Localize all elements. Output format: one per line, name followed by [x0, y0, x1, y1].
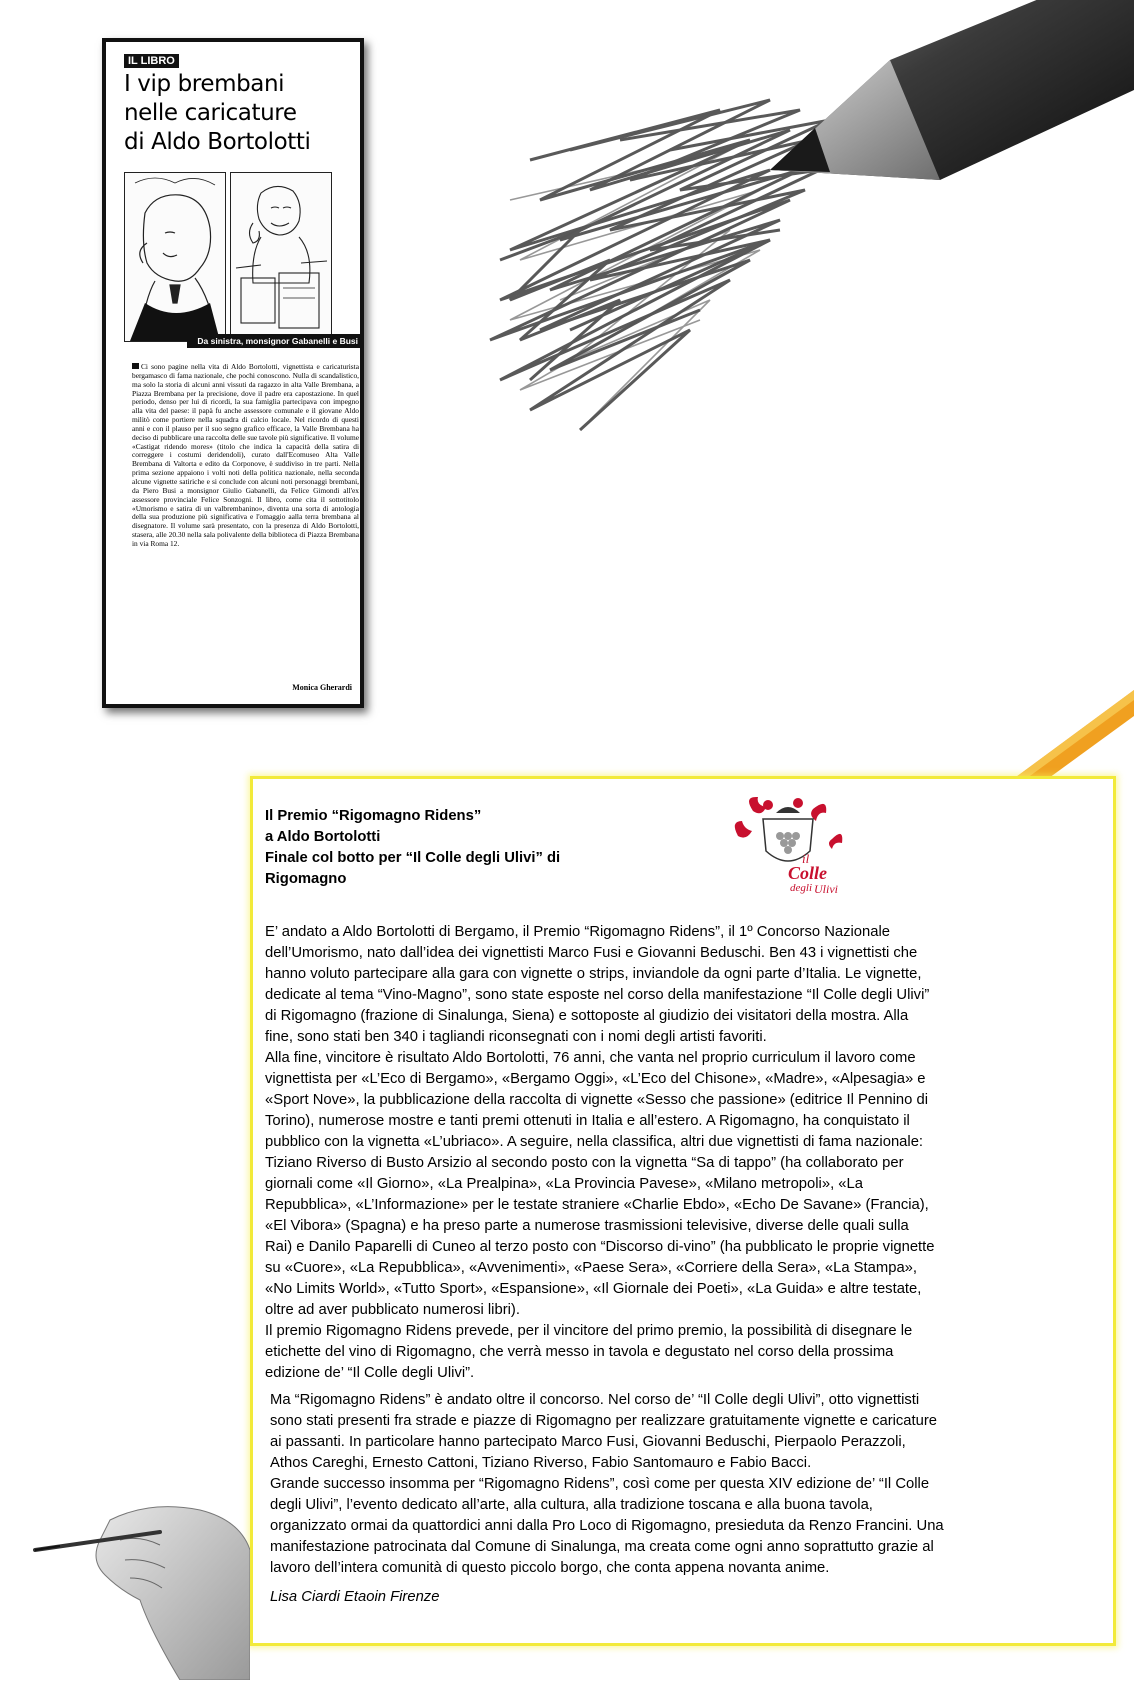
- article-title-line: Il Premio “Rigomagno Ridens”: [265, 808, 482, 824]
- article-title-line: Rigomagno: [265, 871, 347, 887]
- article-line: Athos Careghi, Ernesto Cattoni, Tiziano Riverso, Fabio Santomauro e Fabio Bacci.: [270, 1455, 812, 1471]
- article-title: [265, 806, 685, 890]
- article-line: dedicate al tema “Vino-Magno”, sono state esposte nel corso della manifestazione “Il Colle degli Ulivi”: [265, 987, 930, 1003]
- article-line: lavoro dell’intera comunità di questo piccolo borgo, che conta appena novanta anime.: [270, 1560, 830, 1576]
- clipping-kicker: IL LIBRO: [124, 54, 179, 68]
- colle-degli-ulivi-logo: [728, 791, 848, 896]
- article-line: hanno voluto partecipare alla gara con vignette o strips, inviandole da ogni parte d’Italia. Le vignette,: [265, 966, 922, 982]
- article-line: Grande successo insomma per “Rigomagno Ridens”, così come per questa XIV edizione de’ “Il Colle: [270, 1476, 930, 1492]
- clipping-caption: Da sinistra, monsignor Gabanelli e Busi: [187, 334, 362, 348]
- article-title-line: a Aldo Bortolotti: [265, 829, 381, 845]
- article-paragraph-1: [265, 922, 1075, 1384]
- hand-with-pen-drawing: [30, 1480, 250, 1680]
- article-line: manifestazione patrocinata dal Comune di Sinalunga, ma creata come ogni anno soprattutto grazie al: [270, 1539, 934, 1555]
- caricature-busi-image: [230, 172, 332, 342]
- clipping-title-line: I vip brembani: [124, 71, 285, 97]
- article-line: «El Vibora» (Spagna) e ha preso parte a numerose trasmissioni televisive, diverse delle quali sulla: [265, 1218, 909, 1234]
- square-bullet-icon: [132, 363, 139, 369]
- article-line: sono stati presenti fra strade e piazze di Rigomagno per realizzare gratuitamente vignette e caricature: [270, 1413, 938, 1429]
- article-box: [250, 776, 1116, 1646]
- article-line: vignettista per «L’Eco di Bergamo», «Bergamo Oggi», «L’Eco del Chisone», «Madre», «Alpesagia» e: [265, 1071, 926, 1087]
- article-line: su «Cuore», «La Repubblica», «Avvenimenti», «Paese Sera», «Corriere della Sera», «La Stampa»,: [265, 1260, 918, 1276]
- logo-text-il: il: [802, 851, 810, 866]
- article-line: degli Ulivi”, l’evento dedicato all’arte, alla cultura, alla tradizione toscana e alla buona tavola,: [270, 1497, 873, 1513]
- article-line: «No Limits World», «Tutto Sport», «Espansione», «Il Giornale dei Poeti», «La Guida» e altre testate,: [265, 1281, 922, 1297]
- article-line: dell’Umorismo, nato dall’idea dei vignettisti Marco Fusi e Giovanni Beduschi. Ben 43 i vignettisti che: [265, 945, 918, 961]
- article-line: Torino), numerose mostre e tanti premi ottenuti in Italia e all’estero. A Rigomagno, ha conquistato il: [265, 1113, 910, 1129]
- article-line: Alla fine, vincitore è risultato Aldo Bortolotti, 76 anni, che vanta nel proprio curriculum il lavoro come: [265, 1050, 916, 1066]
- article-line: «Sport Nove», la pubblicazione della raccolta di vignette «Sesso che passione» (editrice Il Pennino di: [265, 1092, 928, 1108]
- clipping-title-line: nelle caricature: [124, 100, 297, 126]
- pencil-scribble-drawing: [470, 0, 1134, 470]
- logo-text-ulivi: Ulivi: [814, 882, 838, 896]
- article-line: Ma “Rigomagno Ridens” è andato oltre il concorso. Nel corso de’ “Il Colle degli Ulivi”, otto vignettisti: [270, 1392, 920, 1408]
- article-line: etichette del vino di Rigomagno, che verrà messo in tavola e degustato nel corso della prossima: [265, 1344, 894, 1360]
- clipping-title: [124, 70, 354, 157]
- article-line: fine, sono stati ben 340 i tagliandi riconsegnati con i nomi degli artisti favoriti.: [265, 1029, 767, 1045]
- article-line: ai passanti. In particolare hanno partecipato Marco Fusi, Giovanni Beduschi, Pierpaolo Perazzoli,: [270, 1434, 906, 1450]
- article-paragraph-2: [270, 1390, 1080, 1579]
- article-line: edizione de’ “Il Colle degli Ulivi”.: [265, 1365, 475, 1381]
- clipping-title-line: di Aldo Bortolotti: [124, 129, 311, 155]
- article-line: oltre ad aver pubblicato numerosi libri).: [265, 1302, 520, 1318]
- article-line: Tiziano Riverso di Busto Arsizio al secondo posto con la vignetta “Sa di tappo” (ha collaborato per: [265, 1155, 904, 1171]
- logo-text-degli: degli: [790, 882, 812, 894]
- article-title-line: Finale col botto per “Il Colle degli Ulivi” di: [265, 850, 561, 866]
- article-line: di Rigomagno (frazione di Sinalunga, Siena) e sottoposte al giudizio dei visitatori della mostra. Alla: [265, 1008, 909, 1024]
- caricature-gabanelli-image: [124, 172, 226, 342]
- article-line: Repubblica», «L’Informazione» per le testate straniere «Charlie Ebdo», «Echo De Savane» (Francia),: [265, 1197, 929, 1213]
- article-line: E’ andato a Aldo Bortolotti di Bergamo, il Premio “Rigomagno Ridens”, il 1º Concorso Nazionale: [265, 924, 890, 940]
- clipping-body-text: Ci sono pagine nella vita di Aldo Bortolotti, vignettista e caricaturista bergamasco di fama nazionale, che pochi conoscono. Nulla di scandalistico, ma solo la storia di alcuni anni vissuti da ragazzo in alta Valle Brembana, a Piazza Brembana per la precisione, dove il padre era capostazione. In quel periodo, denso per lui di ricordi, la sua famiglia partecipava con impegno alla vita del paese: il papà fu anche assessore comunale e il giovane Aldo militò come portiere nella squadra di calcio locale. Nel ricordo di questi anni e con il plauso per il suo segno grafico efficace, la Valle Brembana ha deciso di pubblicare una raccolta delle sue tavole più significative. Il volume «Castigat ridendo mores» (titolo che indica la capacità della satira di correggere i costumi deridendoli), curato dall'Ecomuseo Alta Valle Brembana di Valtorta e edito da Corponove, è suddiviso in tre parti. Nella prima sezione appaiono i volti noti della politica nazionale, nella seconda alcune vignette satiriche e si conclude con alcuni noti personaggi brembani, da Piero Busi a monsignor Giulio Gabanelli, da Felice Gimondi all'ex assessore provinciale Felice Sonzogni. Il libro, come cita il sottotitolo «Umorismo e satira di un valbrembanino», diventa una sorta di antologia della sua produzione più significativa e l'omaggio aalla terra brembana al disegnatore. Il volume sarà presentato, con la presenza di Aldo Bortolotti, stasera, alle 20.30 nella sala polivalente della biblioteca di Piazza Brembana in via Roma 12.: [132, 362, 359, 548]
- clipping-body: [132, 363, 359, 549]
- logo-text-colle: Colle: [788, 863, 827, 883]
- article-line: pubblico con la vignetta «L’ubriaco». A seguire, nella classifica, altri due vignettisti di fama nazionale:: [265, 1134, 924, 1150]
- article-signature: Lisa Ciardi Etaoin Firenze: [270, 1589, 440, 1605]
- article-line: giornali come «Il Giorno», «La Prealpina», «La Provincia Pavese», «Milano metropoli», «La: [265, 1176, 863, 1192]
- newspaper-clipping: [102, 38, 364, 708]
- clipping-signature: Monica Gherardi: [292, 683, 352, 692]
- article-line: organizzato ormai da quattordici anni dalla Pro Loco di Rigomagno, presieduta da Renzo Francini. Una: [270, 1518, 944, 1534]
- article-line: Rai) e Danilo Paparelli di Cuneo al terzo posto con “Discorso di-vino” (ha pubblicato le proprie vignette: [265, 1239, 935, 1255]
- article-line: Il premio Rigomagno Ridens prevede, per il vincitore del primo premio, la possibilità di disegnare le: [265, 1323, 913, 1339]
